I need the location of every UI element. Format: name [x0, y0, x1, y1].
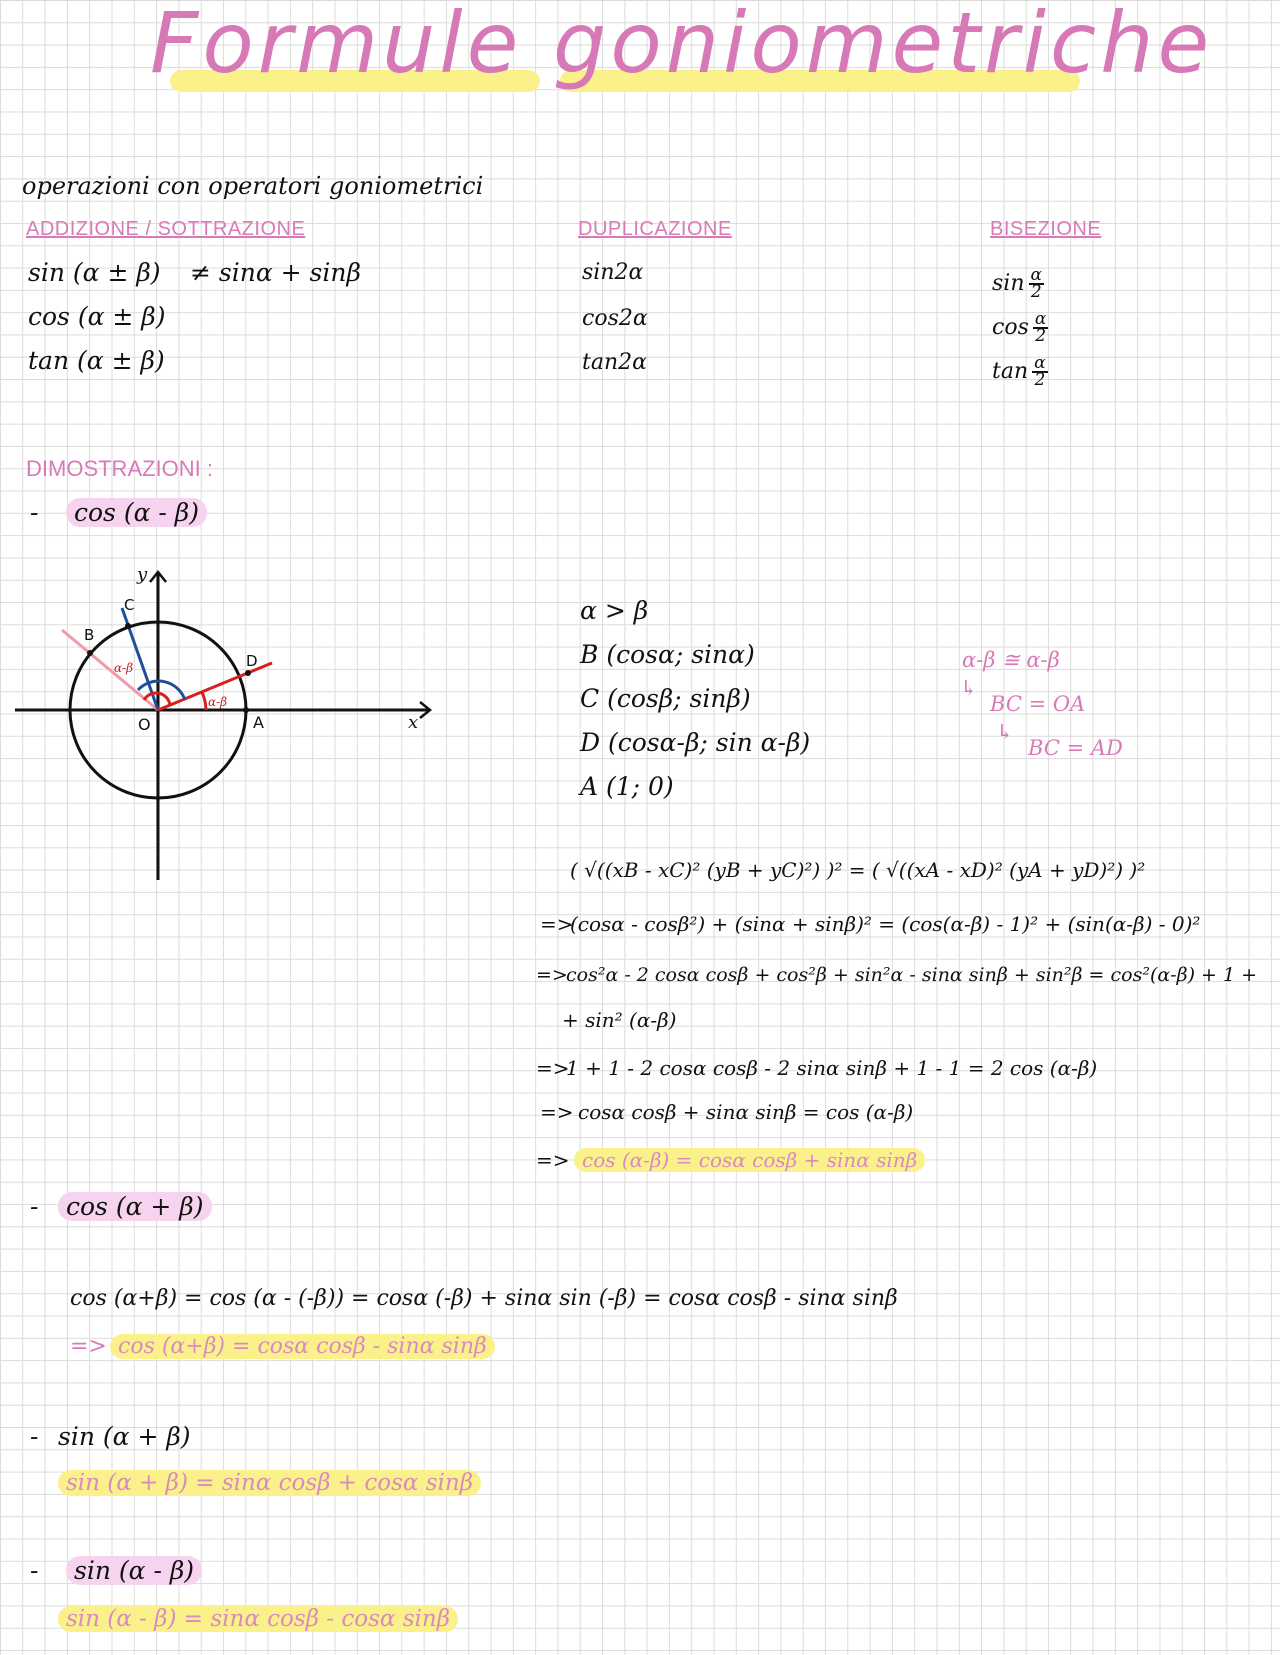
proof1-step-3: cos²α - 2 cosα cosβ + cos²β + sin²α - sinα sinβ + sin²β = cos²(α-β) + 1 +	[566, 964, 1258, 986]
label-C: C	[124, 596, 135, 614]
hook-icon: ↳	[996, 720, 1014, 744]
point-D-coords: D (cosα-β; sin α-β)	[580, 728, 811, 757]
equivalence-2: BC = OA	[990, 692, 1086, 716]
point-C-coords: C (cosβ; sinβ)	[580, 684, 751, 713]
label-B: B	[84, 626, 95, 644]
proof3-result	[58, 1470, 481, 1496]
bisezione-func-3: tan	[992, 359, 1029, 384]
bisezione-func-1: sin	[992, 271, 1025, 296]
heading-addizione: ADDIZIONE / SOTTRAZIONE	[26, 218, 306, 240]
fraction-denominator: 2	[1035, 326, 1047, 346]
unit-circle-diagram	[10, 560, 440, 890]
label-angle-1: α-β	[114, 661, 134, 675]
proof2-label-text: cos (α + β)	[58, 1192, 212, 1221]
proof1-label-text: cos (α - β)	[66, 498, 207, 527]
intro-text: operazioni con operatori goniometrici	[22, 172, 484, 200]
heading-dimostrazioni: DIMOSTRAZIONI :	[26, 456, 213, 481]
heading-duplicazione: DUPLICAZIONE	[578, 218, 732, 240]
fraction-numerator: α	[1034, 353, 1046, 373]
arrow-icon: =>	[540, 1100, 574, 1124]
fraction	[1032, 353, 1047, 390]
bisezione-line-2	[992, 309, 1048, 346]
arrow-icon: =>	[540, 912, 574, 936]
page-title: Formule goniometriche	[150, 0, 1214, 92]
equivalence-3: BC = AD	[1028, 736, 1123, 760]
duplicazione-line-3: tan2α	[582, 350, 647, 375]
addizione-line-1: sin (α ± β)	[28, 258, 161, 287]
heading-bisezione: BISEZIONE	[990, 218, 1102, 240]
point-A-coords: A (1; 0)	[580, 772, 674, 801]
addizione-line-3: tan (α ± β)	[28, 346, 165, 375]
bisezione-line-1	[992, 265, 1044, 302]
proof3-dash: -	[30, 1422, 39, 1451]
proof1-step-5: 1 + 1 - 2 cosα cosβ - 2 sinα sinβ + 1 - 1 = 2 cos (α-β)	[566, 1056, 1098, 1080]
proof1-result-text: cos (α-β) = cosα cosβ + sinα sinβ	[574, 1148, 925, 1172]
label-angle-2: α-β	[208, 695, 228, 709]
point-B-coords: B (cosα; sinα)	[580, 640, 755, 669]
duplicazione-line-2: cos2α	[582, 306, 648, 331]
point-B	[87, 650, 93, 656]
proof1-label	[66, 498, 207, 527]
label-y: y	[137, 564, 148, 585]
fraction	[1033, 309, 1048, 346]
proof2-dash: -	[30, 1192, 39, 1221]
equivalence-1: α-β ≅ α-β	[962, 648, 1060, 672]
addizione-note: ≠ sinα + sinβ	[190, 258, 361, 287]
point-D	[245, 670, 251, 676]
label-x: x	[408, 712, 419, 733]
point-A	[243, 707, 249, 713]
hook-icon: ↳	[960, 676, 978, 700]
proof2-line: cos (α+β) = cos (α - (-β)) = cosα (-β) + sinα sin (-β) = cosα cosβ - sinα sinβ	[70, 1286, 898, 1311]
proof4-result	[58, 1606, 458, 1632]
bisezione-func-2: cos	[992, 315, 1029, 340]
arrow-icon: =>	[536, 1056, 570, 1080]
proof1-step-6: cosα cosβ + sinα sinβ = cos (α-β)	[578, 1100, 914, 1124]
addizione-line-2: cos (α ± β)	[28, 302, 166, 331]
proof3-label: sin (α + β)	[58, 1422, 191, 1451]
proof2-result-text: cos (α+β) = cosα cosβ - sinα sinβ	[110, 1334, 495, 1359]
label-O: O	[138, 715, 151, 734]
point-C	[125, 623, 131, 629]
proof4-result-text: sin (α - β) = sinα cosβ - cosα sinβ	[58, 1606, 458, 1632]
proof1-step-1: ( √((xB - xC)² (yB + yC)²) )² = ( √((xA - xD)² (yA + yD)²) )²	[570, 858, 1146, 882]
proof1-step-2: (cosα - cosβ²) + (sinα + sinβ)² = (cos(α-β) - 1)² + (sin(α-β) - 0)²	[570, 912, 1201, 936]
arrow-icon: =>	[536, 1148, 570, 1172]
label-D: D	[246, 652, 258, 670]
title-block	[150, 0, 1214, 120]
proof4-label	[66, 1556, 202, 1585]
fraction-numerator: α	[1034, 309, 1047, 329]
proof4-label-text: sin (α - β)	[66, 1556, 202, 1585]
proof4-dash: -	[30, 1556, 39, 1585]
label-A: A	[253, 713, 264, 732]
proof3-result-text: sin (α + β) = sinα cosβ + cosα sinβ	[58, 1470, 481, 1496]
proof1-result	[574, 1148, 925, 1172]
fraction	[1029, 265, 1044, 302]
proof1-step-4: + sin² (α-β)	[562, 1008, 677, 1032]
angle-arc-diff	[202, 692, 206, 710]
fraction-denominator: 2	[1030, 282, 1042, 302]
arrow-icon: =>	[536, 964, 568, 986]
fraction-denominator: 2	[1034, 370, 1046, 390]
proof2-label	[58, 1192, 212, 1221]
arrow-icon: =>	[70, 1334, 107, 1359]
duplicazione-line-1: sin2α	[582, 260, 644, 285]
proof2-result	[110, 1334, 495, 1359]
proof1-dash: -	[30, 498, 39, 527]
condition-alpha-gt-beta: α > β	[580, 596, 649, 625]
fraction-numerator: α	[1030, 265, 1042, 285]
bisezione-line-3	[992, 353, 1048, 390]
